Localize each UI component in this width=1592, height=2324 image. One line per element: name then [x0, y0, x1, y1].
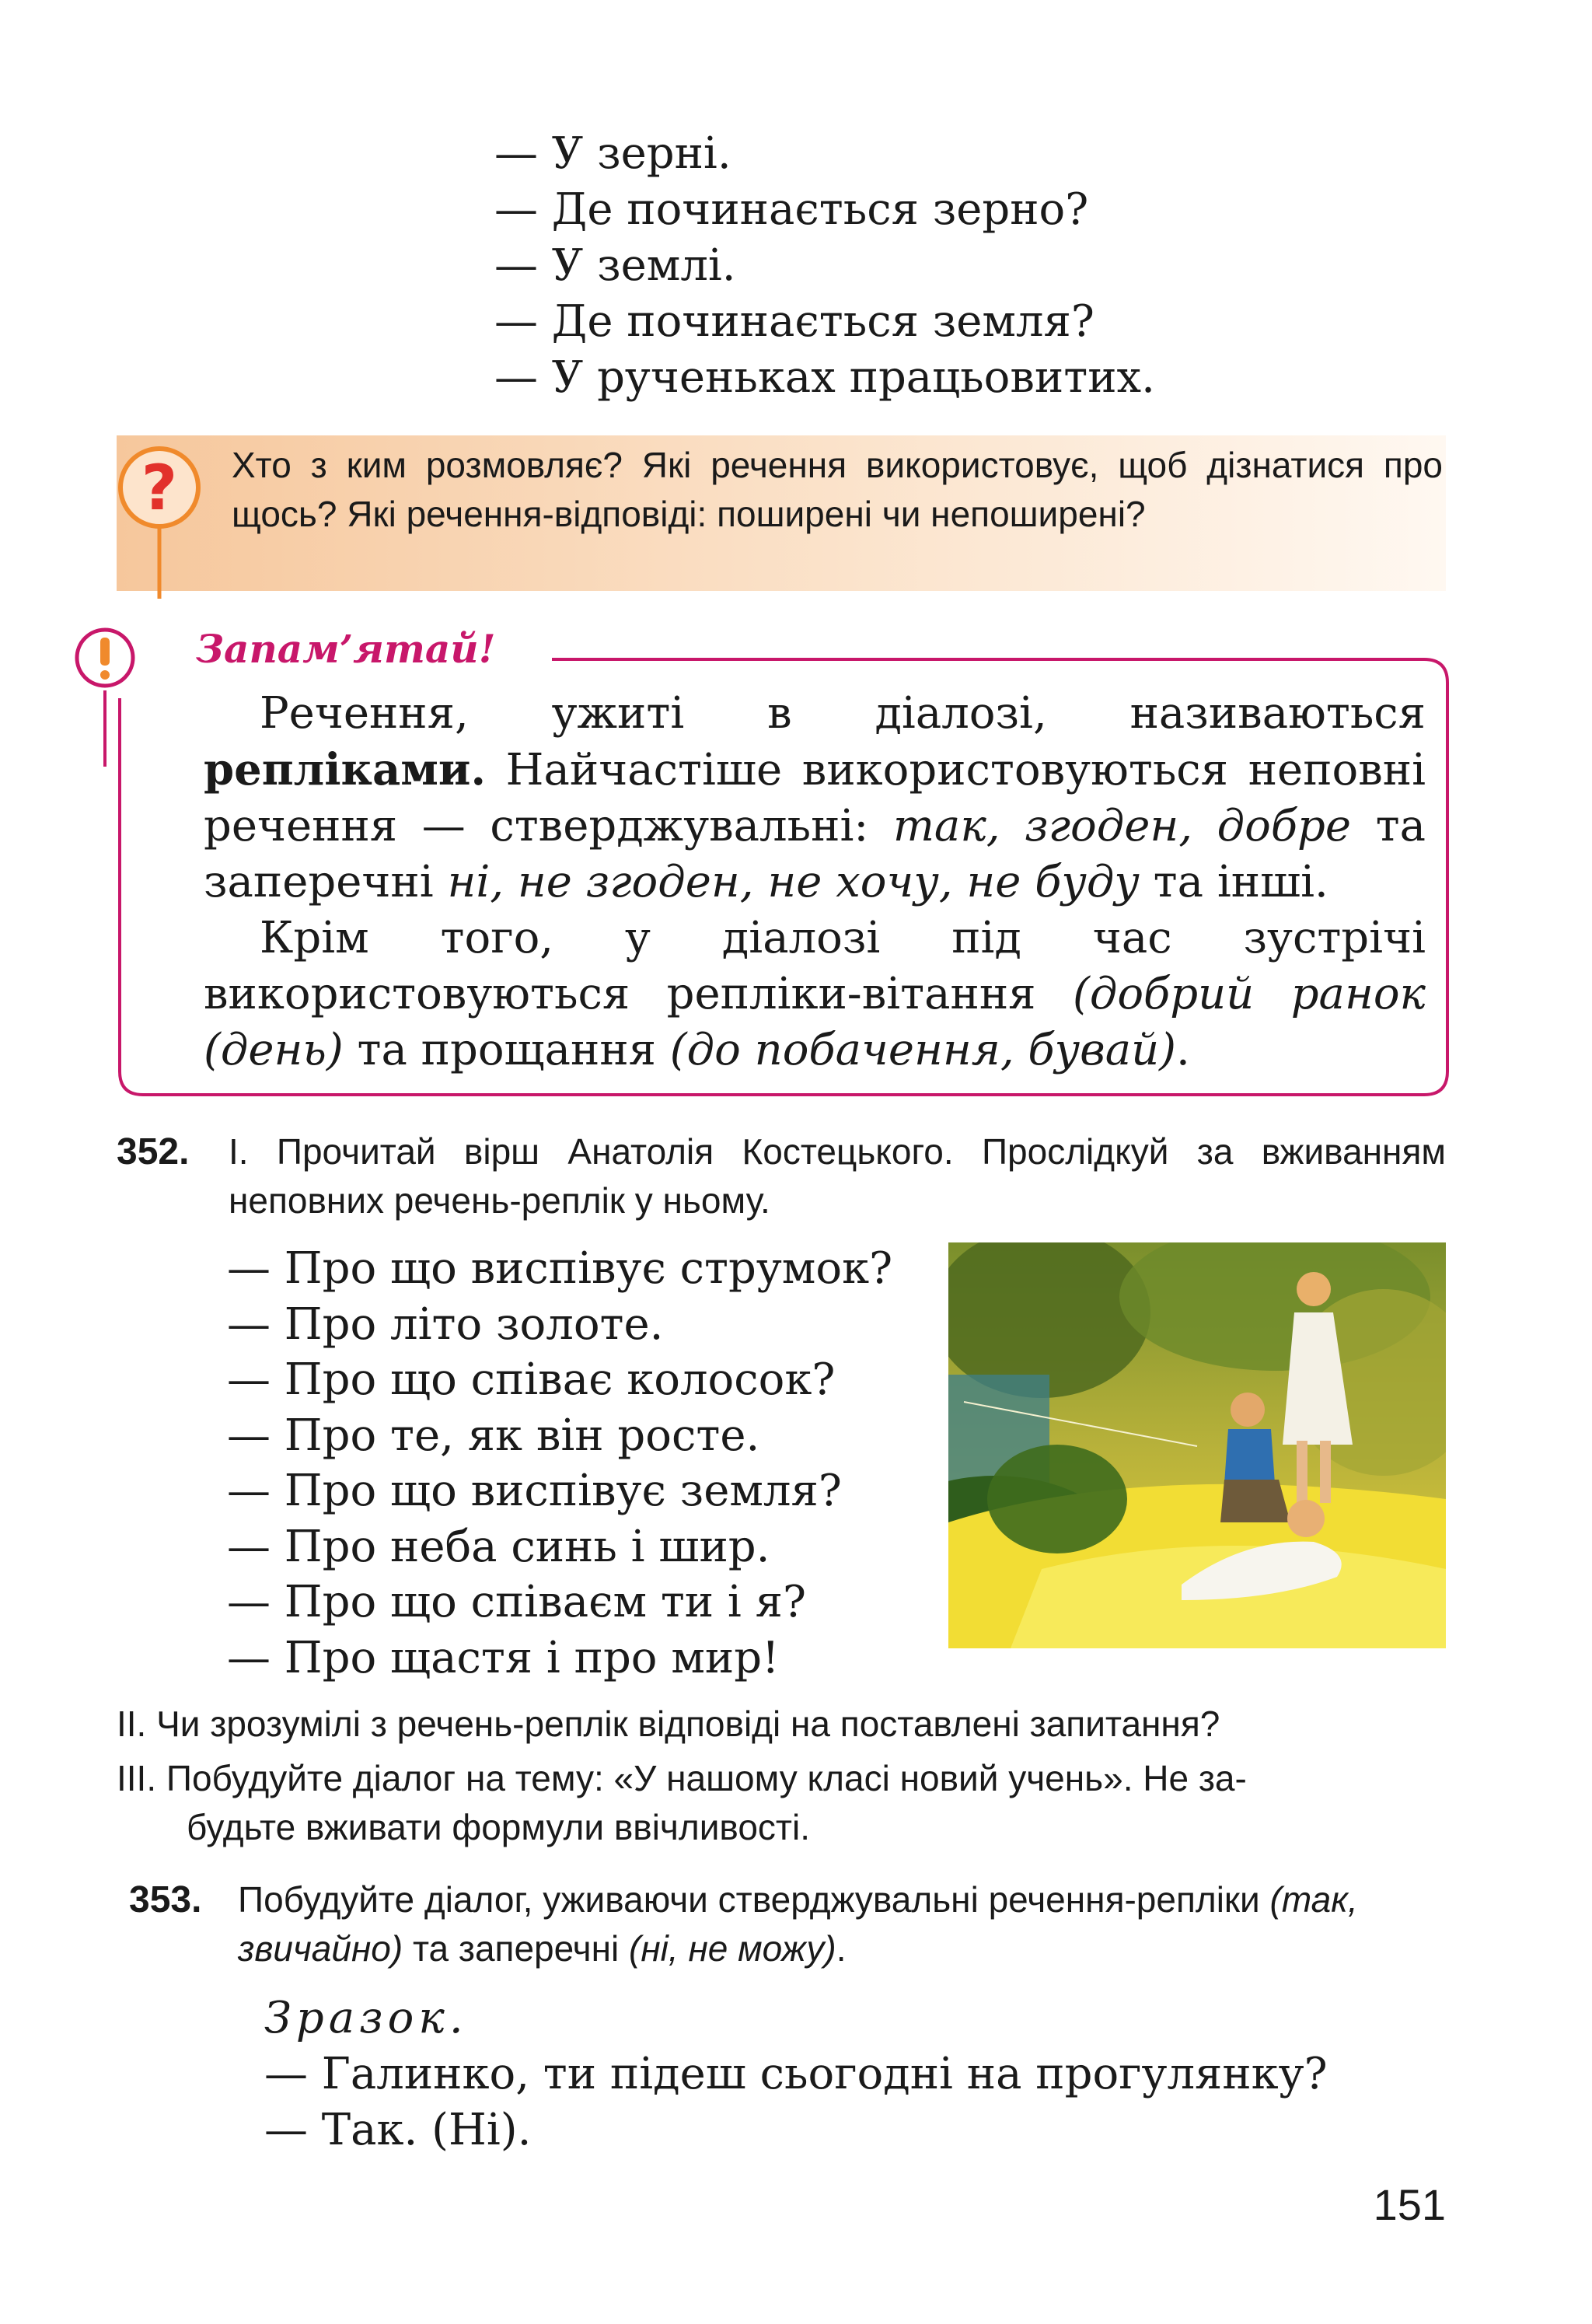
exercise-353-number: 353.	[129, 1879, 202, 1920]
farewell-examples: (до побачення, бувай)	[669, 1025, 1176, 1075]
poem-line: — Про те, як він росте.	[227, 1410, 760, 1461]
question-mark-icon	[113, 439, 206, 603]
poem-line: — Про літо золоте.	[227, 1298, 664, 1350]
rule-paragraph-1	[204, 686, 1426, 910]
remember-title: Запам’ятай!	[196, 626, 496, 672]
dialogue-line: — Де починається земля?	[494, 296, 1094, 347]
rule-text: та заперечні	[204, 801, 1426, 907]
exercise-352-task-2: ІІ. Чи зрозумілі з речень-реплік відповіді на поставлені запитання?	[117, 1704, 1220, 1744]
poem-line: — Про що співаєм ти і я?	[227, 1577, 806, 1627]
remember-body	[204, 686, 1426, 1078]
dialogue-line: — У рученьках працьовитих.	[494, 352, 1155, 403]
task-text: .	[836, 1928, 847, 1969]
exercise-353-task	[238, 1875, 1446, 1973]
poem-line: — Про що виспівує земля?	[227, 1466, 842, 1516]
rule-text: Речення, ужиті в діалозі, називаються	[260, 688, 1426, 739]
affirmative-examples: (так, звичайно)	[238, 1879, 1358, 1969]
poem	[227, 1241, 942, 1686]
exercise-352-number: 352.	[117, 1131, 190, 1172]
rule-paragraph-2	[204, 910, 1426, 1078]
sample-label: Зразок.	[264, 1993, 468, 2043]
dialogue-line: — У зерні.	[494, 128, 731, 179]
rule-text: Найчастіше використовуються неповні речення — стверджувальні:	[204, 745, 1426, 851]
poem-line: — Про що співає колосок?	[227, 1354, 836, 1405]
sample-line: — Так. (Ні).	[264, 2105, 532, 2155]
affirmative-examples: так, згоден, добре	[892, 801, 1352, 851]
svg-text:?: ?	[141, 452, 178, 524]
task-text: Побудуйте діалог, уживаючи стверджувальні речення-репліки	[238, 1879, 1270, 1920]
negative-examples: (ні, не можу)	[629, 1928, 836, 1969]
page-number: 151	[1373, 2180, 1446, 2229]
negative-examples: ні, не згоден, не хочу, не буду	[447, 857, 1140, 907]
question-text: Хто з ким розмовляє? Які речення використовує, щоб дізнатися про щось? Які речення-відповіді: поширені чи непоширені?	[232, 445, 1443, 534]
greeting-examples: (добрий ранок (день)	[204, 969, 1426, 1075]
exercise-352-task-1: І. Прочитай вірш Анатолія Костецького. Прослідкуй за вживанням неповних речень-реплік у ньому.	[229, 1131, 1446, 1221]
rule-text: .	[1176, 1025, 1190, 1075]
exercise-352-task-3	[117, 1754, 1446, 1852]
poem-line: — Про неба синь і шир.	[227, 1521, 770, 1572]
poem-line: — Про щастя і про мир!	[227, 1632, 780, 1683]
children-fishing-illustration	[948, 1242, 1446, 1648]
rule-term: репліками.	[204, 744, 486, 795]
dialogue-line: — У землі.	[494, 240, 736, 291]
task-3-line-2: будьте вживати формули ввічливості.	[187, 1807, 810, 1847]
top-dialogue	[494, 126, 1427, 406]
exclamation-mark-icon	[74, 620, 136, 768]
task-3-line-1: ІІІ. Побудуйте діалог на тему: «У нашому класі новий учень». Не за-	[117, 1758, 1247, 1798]
rule-text: та інші.	[1139, 857, 1328, 907]
sample-line: — Галинко, ти підеш сьогодні на прогулянку?	[264, 2049, 1328, 2099]
rule-text: та прощання	[343, 1025, 670, 1075]
rule-text: Крім того, у діалозі під час зустрічі використовуються репліки-вітання	[204, 913, 1426, 1019]
dialogue-line: — Де починається зерно?	[494, 184, 1089, 235]
task-text: та заперечні	[403, 1928, 630, 1969]
poem-line: — Про що виспівує струмок?	[227, 1243, 893, 1294]
